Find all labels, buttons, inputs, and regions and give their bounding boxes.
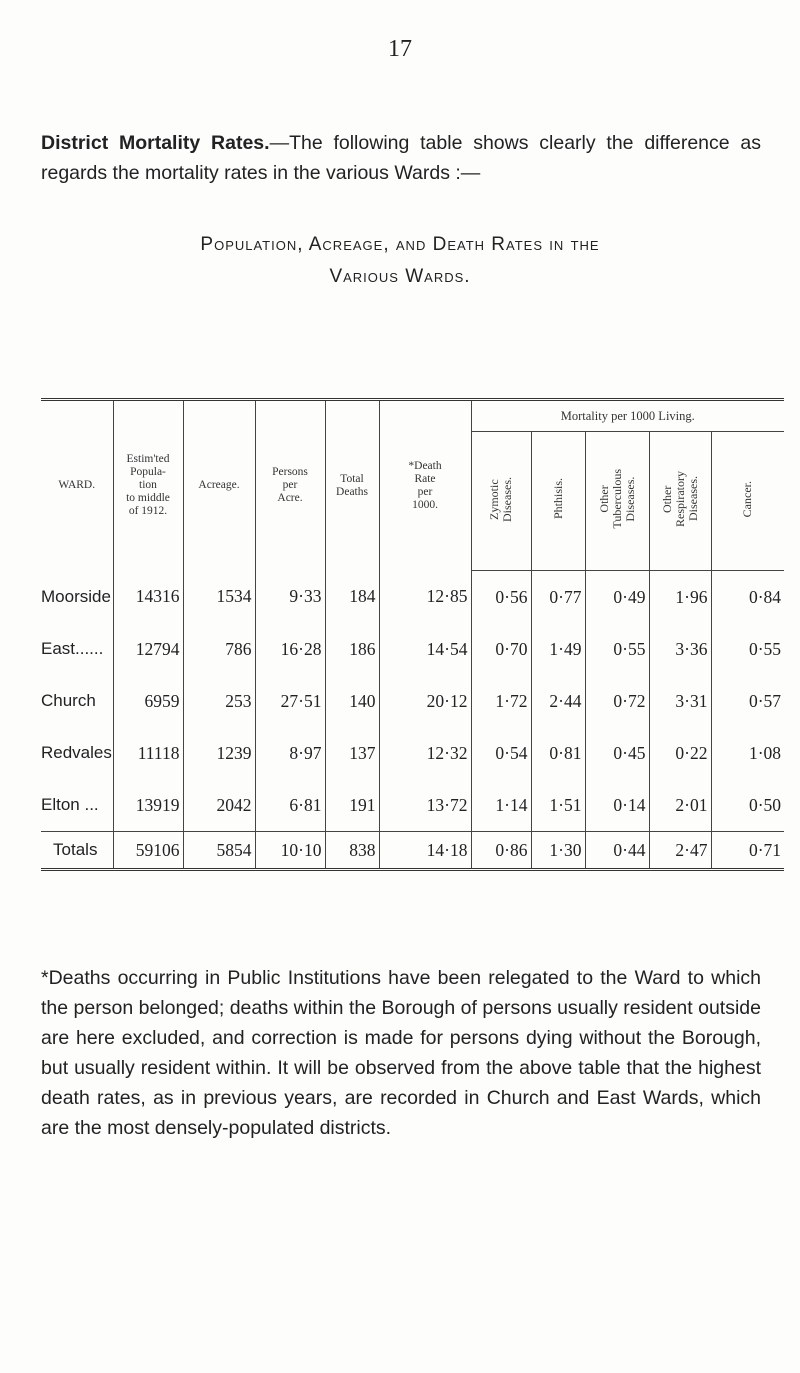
total-deaths-cell: 137 <box>325 727 379 779</box>
header-total-deaths: Total Deaths <box>325 400 379 571</box>
death-rate-cell: 12·32 <box>379 727 471 779</box>
header-zymotic: Zymotic Diseases. <box>471 432 531 571</box>
tuberculous-cell: 0·45 <box>585 727 649 779</box>
intro-paragraph <box>41 128 761 188</box>
zymotic-cell: 0·56 <box>471 571 531 624</box>
tuberculous-cell: 0·49 <box>585 571 649 624</box>
phthisis-total: 1·30 <box>531 832 585 870</box>
table-row <box>41 571 784 624</box>
persons-per-acre-cell: 16·28 <box>255 623 325 675</box>
ward-name: East...... <box>41 639 104 658</box>
persons-per-acre-cell: 9·33 <box>255 571 325 624</box>
phthisis-cell: 0·77 <box>531 571 585 624</box>
intro-text: —The following table shows clearly the difference as regards the mortality rates in the various Wards :— <box>41 132 761 184</box>
respiratory-cell: 0·22 <box>649 727 711 779</box>
cancer-cell: 0·84 <box>711 571 784 624</box>
totals-label: Totals <box>41 832 113 870</box>
persons-per-acre-cell: 27·51 <box>255 675 325 727</box>
cancer-cell: 1·08 <box>711 727 784 779</box>
acreage-cell: 1239 <box>183 727 255 779</box>
persons-per-acre-total: 10·10 <box>255 832 325 870</box>
header-death-rate: *Death Rate per 1000. <box>379 400 471 571</box>
phthisis-cell: 1·51 <box>531 779 585 832</box>
table-caption-line-2: Various Wards. <box>329 266 471 287</box>
header-population: Estim'ted Popula- tion to middle of 1912. <box>113 400 183 571</box>
acreage-cell: 786 <box>183 623 255 675</box>
population-cell: 11118 <box>113 727 183 779</box>
death-rate-cell: 12·85 <box>379 571 471 624</box>
footnote-paragraph: *Deaths occurring in Public Institutions have been relegated to the Ward to which the person belonged; deaths within the Borough of persons usually resident outside are here excluded, and correction is made for persons dying without the Borough, but usually resident within. It will be observed from the above table that the highest death rates, as in previous years, are recorded in Church and East Wards, which are the most densely-populated districts. <box>41 967 761 1139</box>
zymotic-cell: 0·54 <box>471 727 531 779</box>
population-cell: 13919 <box>113 779 183 832</box>
page-number: 17 <box>388 36 412 62</box>
acreage-cell: 2042 <box>183 779 255 832</box>
header-acreage: Acreage. <box>183 400 255 571</box>
population-cell: 12794 <box>113 623 183 675</box>
total-deaths-total: 838 <box>325 832 379 870</box>
respiratory-cell: 3·31 <box>649 675 711 727</box>
total-deaths-cell: 186 <box>325 623 379 675</box>
table-caption-line-1: Population, Acreage, and Death Rates in the <box>200 234 600 255</box>
header-phthisis: Phthisis. <box>531 432 585 571</box>
ward-name: Elton ... <box>41 795 99 814</box>
phthisis-cell: 2·44 <box>531 675 585 727</box>
tuberculous-cell: 0·14 <box>585 779 649 832</box>
zymotic-cell: 0·70 <box>471 623 531 675</box>
respiratory-cell: 2·01 <box>649 779 711 832</box>
acreage-cell: 1534 <box>183 571 255 624</box>
mortality-table <box>41 398 784 871</box>
tuberculous-total: 0·44 <box>585 832 649 870</box>
phthisis-cell: 0·81 <box>531 727 585 779</box>
total-deaths-cell: 191 <box>325 779 379 832</box>
cancer-cell: 0·50 <box>711 779 784 832</box>
death-rate-cell: 13·72 <box>379 779 471 832</box>
table-row <box>41 623 784 675</box>
table-row <box>41 727 784 779</box>
totals-row <box>41 832 784 870</box>
respiratory-cell: 3·36 <box>649 623 711 675</box>
header-tuberculous: Other Tuberculous Diseases. <box>585 432 649 571</box>
header-persons-per-acre: Persons per Acre. <box>255 400 325 571</box>
population-cell: 6959 <box>113 675 183 727</box>
persons-per-acre-cell: 6·81 <box>255 779 325 832</box>
ward-name: Church <box>41 691 96 710</box>
section-heading: District Mortality Rates. <box>41 132 270 154</box>
ward-name: Moorside <box>41 586 111 606</box>
table-row <box>41 675 784 727</box>
death-rate-total: 14·18 <box>379 832 471 870</box>
cancer-total: 0·71 <box>711 832 784 870</box>
zymotic-cell: 1·72 <box>471 675 531 727</box>
tuberculous-cell: 0·72 <box>585 675 649 727</box>
cancer-cell: 0·57 <box>711 675 784 727</box>
header-cancer: Cancer. <box>711 432 784 571</box>
zymotic-total: 0·86 <box>471 832 531 870</box>
population-cell: 14316 <box>113 571 183 624</box>
table-row <box>41 779 784 832</box>
header-respiratory: Other Respiratory Diseases. <box>649 432 711 571</box>
persons-per-acre-cell: 8·97 <box>255 727 325 779</box>
respiratory-total: 2·47 <box>649 832 711 870</box>
zymotic-cell: 1·14 <box>471 779 531 832</box>
total-deaths-cell: 184 <box>325 571 379 624</box>
ward-name: Redvales <box>41 743 112 762</box>
acreage-total: 5854 <box>183 832 255 870</box>
population-total: 59106 <box>113 832 183 870</box>
total-deaths-cell: 140 <box>325 675 379 727</box>
phthisis-cell: 1·49 <box>531 623 585 675</box>
tuberculous-cell: 0·55 <box>585 623 649 675</box>
death-rate-cell: 14·54 <box>379 623 471 675</box>
header-mortality-group: Mortality per 1000 Living. <box>471 400 784 432</box>
acreage-cell: 253 <box>183 675 255 727</box>
header-ward: WARD. <box>58 479 96 492</box>
cancer-cell: 0·55 <box>711 623 784 675</box>
death-rate-cell: 20·12 <box>379 675 471 727</box>
respiratory-cell: 1·96 <box>649 571 711 624</box>
